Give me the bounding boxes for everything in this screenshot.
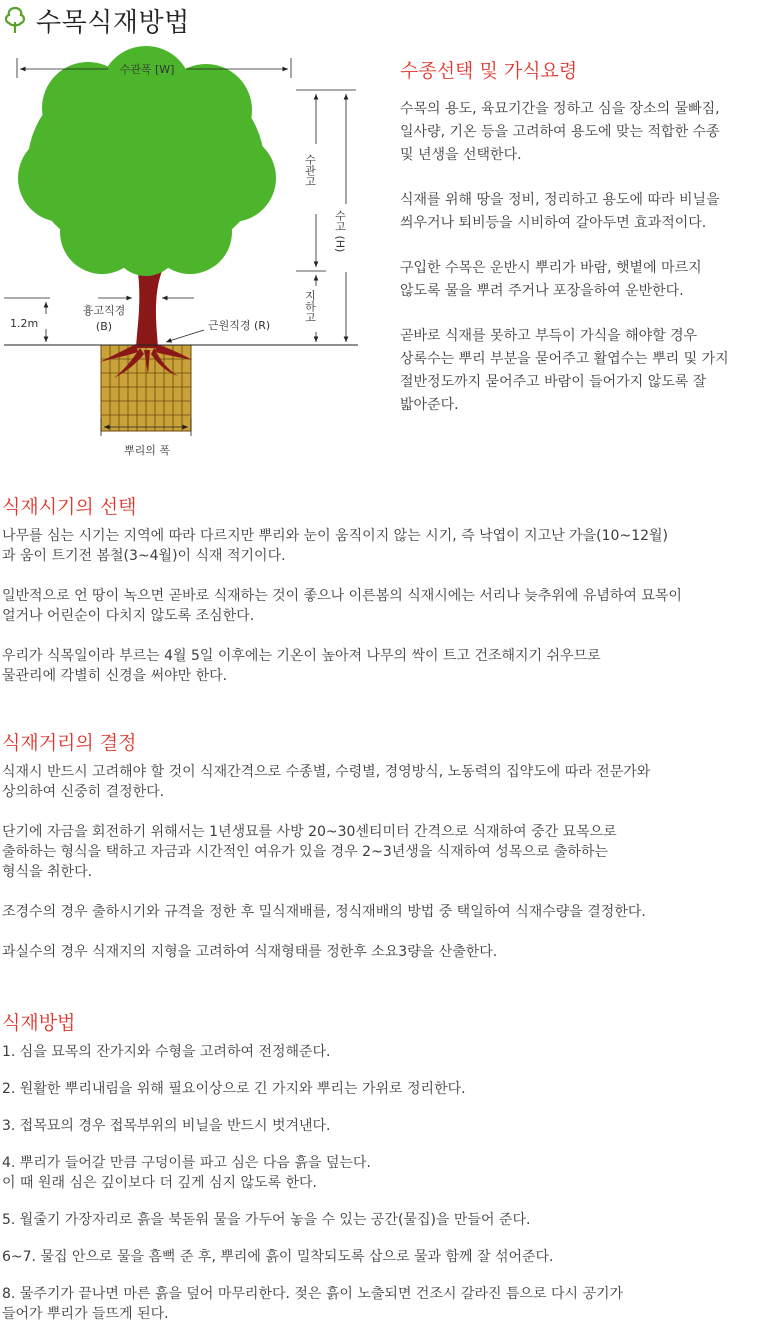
method-step: 6~7. 물집 안으로 물을 흠뻑 준 후, 뿌리에 흙이 밀착되도록 삽으로 물과 함께 잘 섞어준다. xyxy=(2,1249,554,1265)
crown-width-label: 수관폭 [W] xyxy=(119,63,175,76)
tree-diagram xyxy=(0,44,380,464)
page-header xyxy=(2,0,190,40)
species-paragraph: 곧바로 식재를 못하고 부득이 가식을 해야할 경우 상록수는 뿌리 부분을 묻어주고 활엽수는 뿌리 및 가지 절반정도까지 묻어주고 바람이 들어가지 않도록 잘 밟아준다. xyxy=(400,328,729,413)
distance-heading: 식재거리의 결정 xyxy=(2,732,137,754)
timing-section xyxy=(2,494,780,706)
species-paragraph: 식재를 위해 땅을 정비, 정리하고 용도에 따라 비닐을 씌우거나 퇴비등을 시비하여 갈아두면 효과적이다. xyxy=(400,192,720,231)
species-paragraph: 수목의 용도, 육묘기간을 정하고 심을 장소의 물빠짐, 일사량, 기온 등을 고려하여 용도에 맞는 적합한 수종 및 년생을 선택한다. xyxy=(400,101,720,163)
tree-height-label: 수고 (H) xyxy=(333,210,347,253)
species-section xyxy=(400,58,780,439)
method-heading: 식재방법 xyxy=(2,1012,76,1034)
timing-paragraph: 우리가 식목일이라 부르는 4월 5일 이후에는 기온이 높아져 나무의 싹이 트고 건조해지기 쉬우므로 물관리에 각별히 신경을 써야만 한다. xyxy=(2,648,601,684)
root-diameter-label: 근원직경 (R) xyxy=(208,319,271,332)
root-diameter-arrow xyxy=(166,330,204,342)
chest-height-label: 1.2m xyxy=(10,317,39,330)
method-step: 5. 월줄기 가장자리로 흙을 북돋워 물을 가두어 놓을 수 있는 공간(물집)을 만들어 준다. xyxy=(2,1212,531,1228)
tree-crown xyxy=(18,46,276,276)
distance-section xyxy=(2,730,780,982)
trunk-height-label: 지하고 xyxy=(303,290,317,323)
distance-paragraph: 조경수의 경우 출하시기와 규격을 정한 후 밀식재배를, 정식재배의 방법 중 택일하여 식재수량을 결정한다. xyxy=(2,904,646,920)
timing-paragraph: 일반적으로 언 땅이 녹으면 곧바로 식재하는 것이 좋으나 이른봄의 식재시에는 서리나 늦추위에 유념하여 묘목이 얼거나 어린순이 다치지 않도록 조심한다. xyxy=(2,588,682,624)
species-heading: 수종선택 및 가식요령 xyxy=(400,60,578,82)
distance-paragraph: 식재시 반드시 고려해야 할 것이 식재간격으로 수종별, 수령별, 경영방식, 노동력의 집약도에 따라 전문가와 상의하여 신중히 결정한다. xyxy=(2,764,651,800)
tree-icon xyxy=(2,5,28,35)
method-step: 2. 원활한 뿌리내림을 위해 필요이상으로 긴 가지와 뿌리는 가위로 정리한다. xyxy=(2,1081,466,1097)
chest-diameter-symbol: (B) xyxy=(95,320,113,333)
root-width-label: 뿌리의 폭 xyxy=(123,444,171,457)
distance-paragraph: 단기에 자금을 회전하기 위해서는 1년생묘를 사방 20~30센티미터 간격으로 식재하여 중간 묘목으로 출하하는 형식을 택하고 자금과 시간적인 여유가 있을 경우 2~3년생을 식재하여 성목으로 출하하는 형식을 취한다. xyxy=(2,824,617,880)
method-step: 3. 접목묘의 경우 접목부위의 비닐을 반드시 벗겨낸다. xyxy=(2,1118,331,1134)
timing-heading: 식재시기의 선택 xyxy=(2,496,137,518)
timing-paragraph: 나무를 심는 시기는 지역에 따라 다르지만 뿌리와 눈이 움직이지 않는 시기, 즉 낙엽이 지고난 가을(10~12월) 과 움이 트기전 봄철(3~4월)이 식재 적기이다. xyxy=(2,528,668,564)
page-title: 수목식재방법 xyxy=(36,7,190,38)
method-step: 4. 뿌리가 들어갈 만큼 구덩이를 파고 심은 다음 흙을 덮는다. 이 때 원래 심은 깊이보다 더 깊게 심지 않도록 한다. xyxy=(2,1155,371,1191)
distance-paragraph: 과실수의 경우 식재지의 지형을 고려하여 식재형태를 정한후 소요3량을 산출한다. xyxy=(2,944,498,960)
method-step: 1. 심을 묘목의 잔가지와 수형을 고려하여 전정해준다. xyxy=(2,1044,331,1060)
species-paragraph: 구입한 수목은 운반시 뿌리가 바람, 햇볕에 마르지 않도록 물을 뿌려 주거나 포장을하여 운반한다. xyxy=(400,260,702,299)
crown-height-label: 수관고 xyxy=(303,154,317,187)
chest-diameter-label: 흉고직경 xyxy=(82,304,126,317)
method-step: 8. 물주기가 끝나면 마른 흙을 덮어 마무리한다. 젖은 흙이 노출되면 건조시 갈라진 틈으로 다시 공기가 들어가 뿌리가 들뜨게 된다. xyxy=(2,1286,624,1322)
method-section xyxy=(2,1010,780,1341)
